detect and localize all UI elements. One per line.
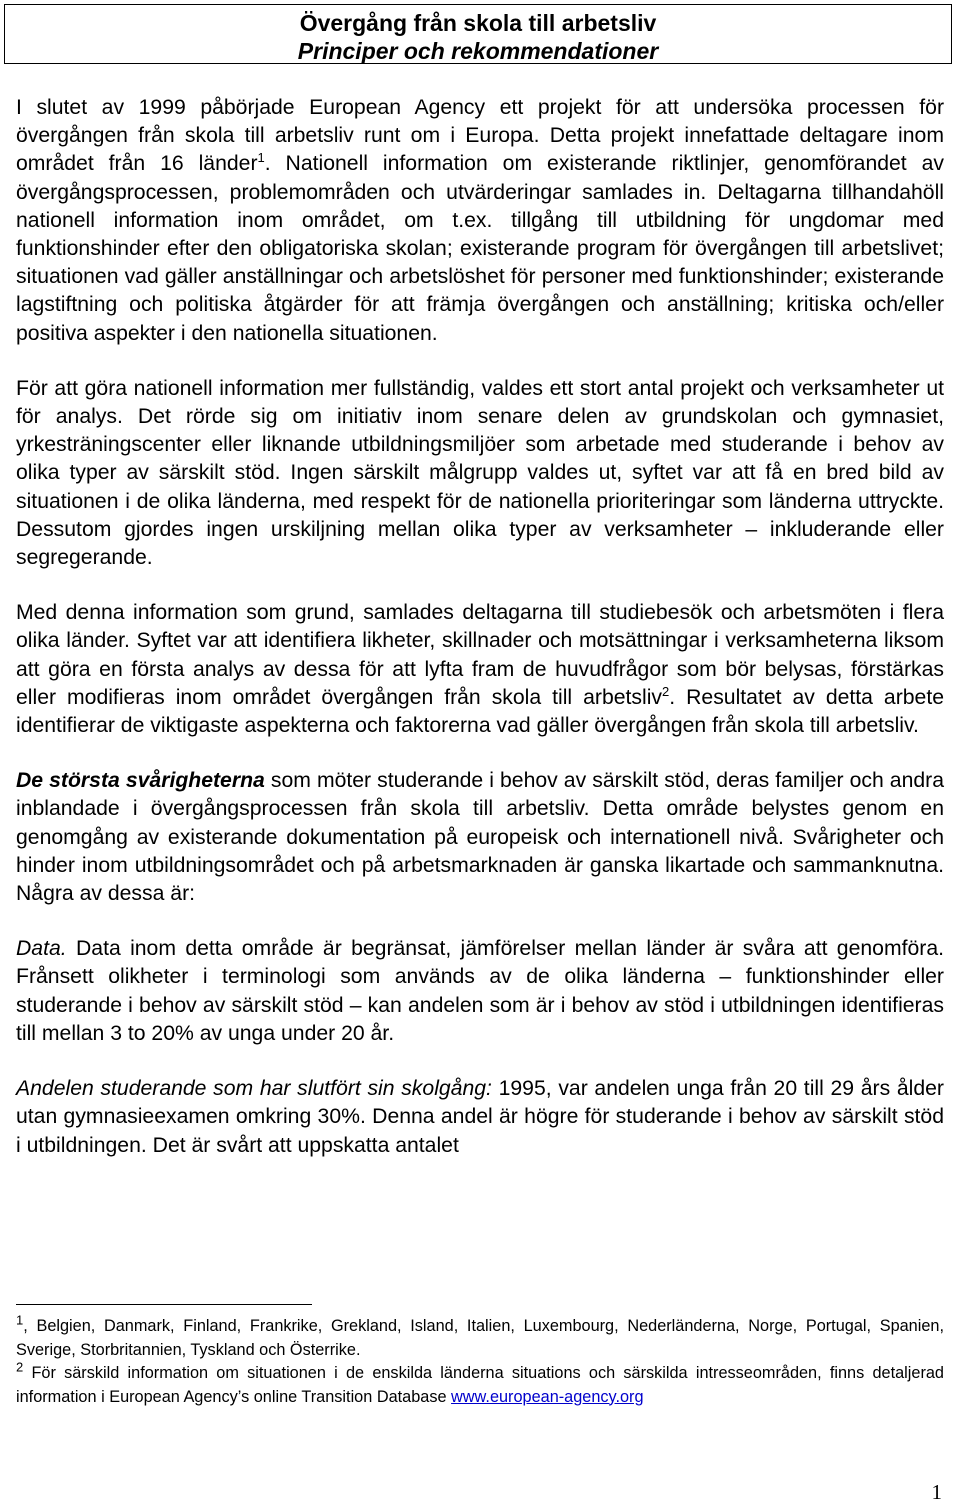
footnote-1 [16, 1312, 944, 1362]
paragraph-3-part-b: . Resultatet av detta arbete identifierar de viktigaste aspekterna och faktorerna vad gäller övergången från skola till arbetsliv. [16, 685, 945, 738]
paragraph-6-lead: Andelen studerande som har slutfört sin skolgång: [16, 1077, 492, 1101]
footnote-ref-1: 1 [257, 150, 265, 166]
page-number: 1 [931, 1480, 942, 1504]
agency-link[interactable]: www.european-agency.org [451, 1387, 644, 1406]
paragraph-6 [16, 1075, 944, 1160]
paragraph-5-lead: Data. [16, 937, 67, 961]
footnote-2-text: För särskild information om situationen i de enskilda länderna situations och särskilda intresseområden, finns detaljerad information i European Agency’s online Transition Database [16, 1364, 944, 1406]
footnote-2 [16, 1359, 944, 1409]
paragraph-3-part-a: Med denna information som grund, samlades deltagarna till studiebesök och arbetsmöten i flera olika länder. Syftet var att identifiera likheter, skillnader och motsättningar i verksamheterna liksom att göra en första analys av dessa för att lyfta fram de huvudfrågor som bör belysas, förstärkas eller modifieras inom området övergången från skola till arbetsliv [16, 601, 944, 709]
footnote-1-number: 1 [16, 1312, 24, 1328]
document-subtitle: Principer och rekommendationer [297, 38, 659, 64]
paragraph-1-part-a: I slutet av 1999 påbörjade European Agency ett projekt för att undersöka processen för övergången från skola till arbetsliv runt om i Europa. Detta projekt innefattade deltagare inom området från 16 länder [16, 96, 944, 176]
paragraph-5-rest: Data inom detta område är begränsat, jämförelser mellan länder är svåra att genomföra. Frånsett olikheter i terminologi som används av de olika länderna – funktionshinder eller studerande i behov av särskilt stöd – kan andelen som är i behov av stöd i utbildningen identifieras till mellan 3 to 20% av unga under 20 år. [16, 937, 944, 1045]
paragraph-6-rest: 1995, var andelen unga från 20 till 29 års ålder utan gymnasieexamen omkring 30%. Denna andel är högre för studerande i behov av särskilt stöd i utbildningen. Det är svårt att uppskatta antalet [16, 1077, 944, 1157]
footnote-1-text: , Belgien, Danmark, Finland, Frankrike, Grekland, Island, Italien, Luxembourg, Nederländerna, Norge, Portugal, Spanien, Sverige, Storbritannien, Tyskland och Österrike. [16, 1317, 944, 1359]
footnote-divider [16, 1304, 312, 1305]
paragraph-4 [16, 767, 944, 908]
footnote-ref-2: 2 [662, 683, 670, 699]
paragraph-1 [16, 94, 944, 348]
footnote-2-number: 2 [16, 1359, 24, 1375]
paragraph-4-lead: De största svårigheterna [16, 769, 265, 793]
paragraph-4-rest: som möter studerande i behov av särskilt stöd, deras familjer och andra inblandade i övergångsprocessen från skola till arbetsliv. Detta område belystes genom en genomgång av existerande dokumentation på europeisk och internationell nivå. Svårigheter och hinder inom utbildningsområdet och på arbetsmarknaden är ganska likartade och sammanknutna. Några av dessa är: [16, 769, 944, 906]
body-text [16, 94, 944, 1187]
paragraph-3 [16, 599, 944, 740]
paragraph-2: För att göra nationell information mer fullständig, valdes ett stort antal projekt och verksamheter ut för analys. Det rörde sig om initiativ inom senare delen av grundskolan och gymnasiet, yrkesträningscenter eller liknande utbildningsmiljöer som arbetade med studerande i behov av olika typer av särskilt stöd. Ingen särskilt målgrupp valdes ut, syftet var att få en bred bild av situationen i de olika länderna, med respekt för de nationella prioriteringar som länderna uttryckte. Dessutom gjordes ingen urskiljning mellan olika typer av verksamheter – inkluderande eller segregerande. [16, 376, 944, 570]
footnotes [16, 1312, 944, 1409]
title-box [4, 4, 952, 64]
paragraph-5 [16, 935, 944, 1048]
paragraph-1-part-b: . Nationell information om existerande riktlinjer, genomförandet av övergångsprocessen, problemområden och utvärderingar samlades in. Deltagarna tillhandahöll nationell information inom området, om t.ex. tillgång till utbildning för ungdomar med funktionshinder efter den obligatoriska skolan; existerande program för övergången till arbetslivet; situationen vad gäller anställningar och arbetslöshet för personer med funktionshinder; existerande lagstiftning och politiska åtgärder för att främja övergången och anställning; kritiska och/eller positiva aspekter i den nationella situationen. [16, 152, 944, 345]
document-title: Övergång från skola till arbetsliv [299, 10, 657, 36]
